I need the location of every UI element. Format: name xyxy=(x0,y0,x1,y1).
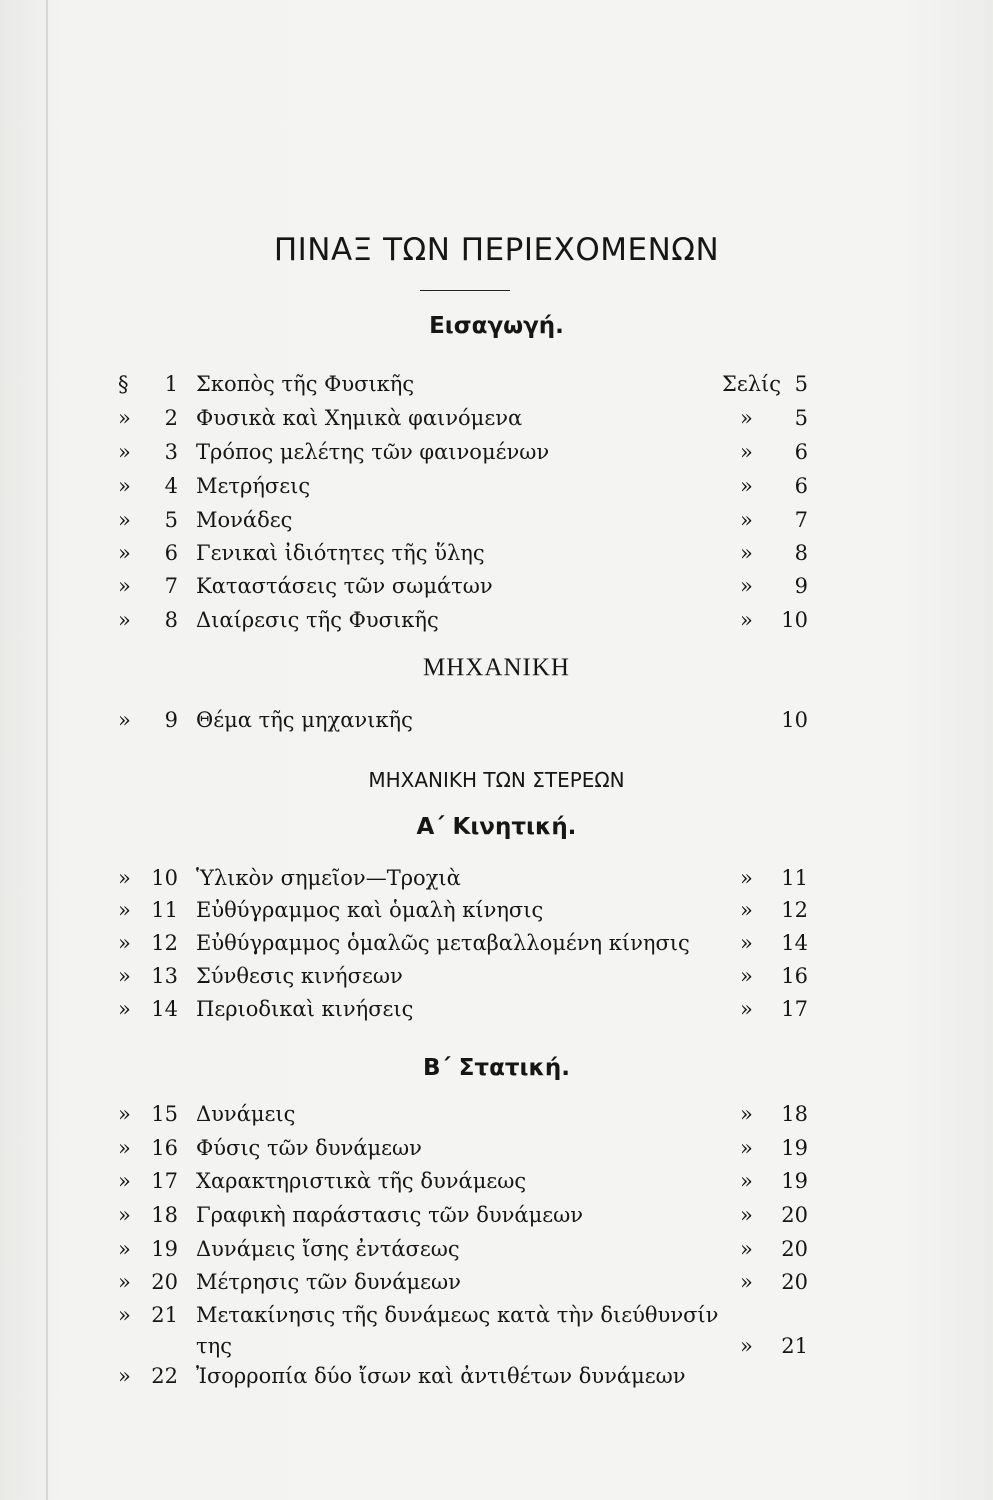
title-rule xyxy=(420,290,510,291)
toc-entry: » 15 Δυνάμεις » 18 xyxy=(118,1102,808,1126)
section-heading-kinetics: Α΄ Κινητική. xyxy=(416,814,577,840)
section-sign: § xyxy=(118,372,129,396)
toc-entry: » 19 Δυνάμεις ἴσης ἐντάσεως » 20 xyxy=(118,1237,808,1261)
toc-entry: » 16 Φύσις τῶν δυνάμεων » 19 xyxy=(118,1136,808,1160)
toc-entry: » 17 Χαρακτηριστικὰ τῆς δυνάμεως » 19 xyxy=(118,1169,808,1193)
section-heading-solids: ΜΗΧΑΝΙΚΗ ΤΩΝ ΣΤΕΡΕΩΝ xyxy=(368,768,625,792)
page-label: Σελίς xyxy=(722,372,782,396)
toc-entry: » 14 Περιοδικαὶ κινήσεις » 17 xyxy=(118,997,808,1021)
toc-entry: » 22 Ἰσορροπία δύο ἴσων καὶ ἀντιθέτων δυνάμεων xyxy=(118,1364,686,1388)
toc-entry: » 5 Μονάδες » 7 xyxy=(118,508,808,532)
toc-entry: » 18 Γραφικὴ παράστασις τῶν δυνάμεων » 20 xyxy=(118,1203,808,1227)
toc-entry: » 6 Γενικαὶ ἰδιότητες τῆς ὕλης » 8 xyxy=(118,541,808,565)
page-title: ΠΙΝΑΞ ΤΩΝ ΠΕΡΙΕΧΟΜΕΝΩΝ xyxy=(273,232,720,268)
toc-entry: » 7 Καταστάσεις τῶν σωμάτων » 9 xyxy=(118,574,808,598)
toc-entry: » 11 Εὐθύγραμμος καὶ ὁμαλὴ κίνησις » 12 xyxy=(118,898,808,922)
section-heading-mechanics: ΜΗΧΑΝΙΚΗ xyxy=(423,654,570,681)
section-heading-intro: Εισαγωγή. xyxy=(429,313,564,339)
toc-entry: » 10 Ὑλικὸν σημεῖον—Τροχιὰ » 11 xyxy=(118,866,808,890)
toc-entry: » 13 Σύνθεσις κινήσεων » 16 xyxy=(118,964,808,988)
toc-entry: » 20 Μέτρησις τῶν δυνάμεων » 20 xyxy=(118,1270,808,1294)
toc-entry: » 3 Τρόπος μελέτης τῶν φαινομένων » 6 xyxy=(118,440,808,464)
section-heading-statics: Β΄ Στατική. xyxy=(423,1055,570,1081)
toc-entry: » 21 Μετακίνησις τῆς δυνάμεως κατὰ τὴν διεύθυνσίν της » 21 xyxy=(118,1303,808,1358)
toc-entry: » 2 Φυσικὰ καὶ Χημικὰ φαινόμενα » 5 xyxy=(118,406,808,430)
toc-entry: » 9 Θέμα τῆς μηχανικῆς 10 xyxy=(118,708,808,732)
toc-entry: » 12 Εὐθύγραμμος ὁμαλῶς μεταβαλλομένη κίνησις » 14 xyxy=(118,931,808,955)
toc-entry: » 8 Διαίρεσις τῆς Φυσικῆς » 10 xyxy=(118,608,808,632)
toc-entry: § 1 Σκοπὸς τῆς Φυσικῆς Σελίς 5 xyxy=(118,372,808,396)
toc-entry: » 4 Μετρήσεις » 6 xyxy=(118,474,808,498)
